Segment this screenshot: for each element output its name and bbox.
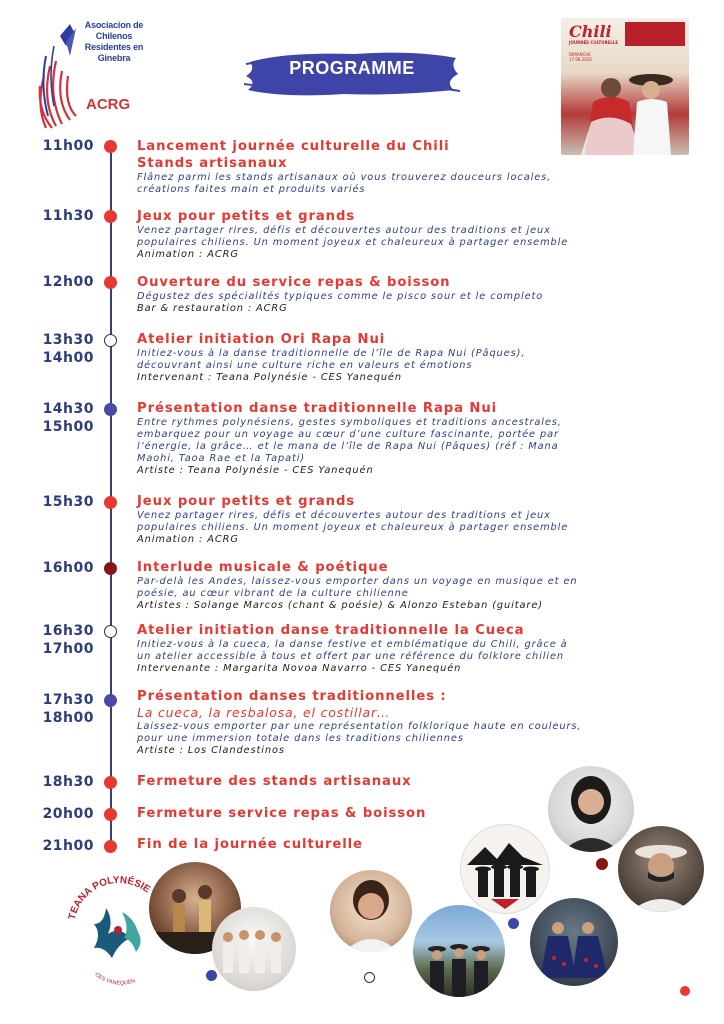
time-label: 17h30 bbox=[42, 692, 94, 708]
timeline-event bbox=[137, 622, 647, 675]
portrait-illustration bbox=[548, 766, 634, 852]
portrait-illustration bbox=[618, 826, 704, 912]
time-label: 16h30 bbox=[42, 623, 94, 639]
teana-logo-top-text: TEANA POLYNÉSIE bbox=[66, 874, 153, 921]
timeline-dot bbox=[104, 496, 117, 509]
org-abbreviation: ACRG bbox=[86, 96, 131, 113]
time-label: 13h30 bbox=[42, 332, 94, 348]
time-label: 17h00 bbox=[42, 641, 94, 657]
timeline-dot bbox=[104, 276, 117, 289]
timeline-event bbox=[137, 138, 647, 196]
event-title: Atelier initiation Ori Rapa Nui bbox=[137, 332, 386, 347]
time-label: 18h30 bbox=[42, 774, 94, 790]
event-title: Lancement journée culturelle du Chili bbox=[137, 139, 450, 154]
time-label: 21h00 bbox=[42, 838, 94, 854]
event-desc-line: Laissez-vous emporter par une représentation folklorique haute en couleurs, bbox=[137, 721, 582, 732]
event-desc-line: populaires chiliens. Un moment joyeux et chaleureux à partager ensemble bbox=[137, 522, 569, 533]
event-credit: Animation : ACRG bbox=[137, 249, 239, 260]
decorative-dot bbox=[206, 970, 217, 981]
huasos-silhouette-icon bbox=[461, 825, 549, 913]
event-credit: Artiste : Los Clandestinos bbox=[137, 745, 285, 756]
programme-title: PROGRAMME bbox=[289, 58, 415, 78]
event-desc-line: Initiez-vous à la cueca, la danse festive et emblématique du Chili, grâce à bbox=[137, 639, 568, 650]
event-desc-line: Venez partager rires, défis et découvertes autour des traditions et jeux bbox=[137, 510, 551, 521]
event-desc-line: populaires chiliens. Un moment joyeux et chaleureux à partager ensemble bbox=[137, 237, 569, 248]
photo-dance-group bbox=[212, 907, 296, 991]
event-credit: Animation : ACRG bbox=[137, 534, 239, 545]
photo-alonzo-esteban bbox=[618, 826, 704, 912]
event-desc-line: créations faites main et produits variés bbox=[137, 184, 366, 195]
event-poster-image bbox=[561, 18, 689, 155]
timeline-event bbox=[137, 688, 647, 757]
photo-margarita bbox=[330, 870, 412, 952]
timeline-dot bbox=[104, 840, 117, 853]
poster-red-block bbox=[625, 22, 685, 46]
time-label: 15h00 bbox=[42, 419, 94, 435]
photo-los-clandestinos bbox=[413, 905, 505, 997]
timeline-event bbox=[137, 400, 647, 477]
band-illustration bbox=[413, 905, 505, 997]
event-title: Présentation danses traditionnelles : bbox=[137, 689, 447, 704]
poster-title: Chili bbox=[569, 22, 612, 41]
event-title: Ouverture du service repas & boisson bbox=[137, 275, 451, 290]
time-label: 11h00 bbox=[42, 138, 94, 154]
timeline-event bbox=[137, 208, 647, 261]
event-desc-line: Venez partager rires, défis et découvertes autour des traditions et jeux bbox=[137, 225, 551, 236]
time-label: 14h00 bbox=[42, 350, 94, 366]
decorative-dot bbox=[364, 972, 375, 983]
timeline-event bbox=[137, 274, 647, 315]
los-clandestinos-logo bbox=[460, 824, 550, 914]
timeline-dot bbox=[104, 334, 117, 347]
photo-cueca-dancers bbox=[530, 898, 618, 986]
time-label: 15h30 bbox=[42, 494, 94, 510]
event-desc-line: pour une immersion totale dans les traditions chiliennes bbox=[137, 733, 464, 744]
event-credit: Intervenant : Teana Polynésie - CES Yanequén bbox=[137, 372, 402, 383]
decorative-dot bbox=[680, 986, 690, 996]
timeline-dot bbox=[104, 562, 117, 575]
timeline-dot bbox=[104, 776, 117, 789]
org-name: Asociacion de Chilenos Residentes en Ginebra bbox=[84, 20, 144, 63]
event-title: Fermeture service repas & boisson bbox=[137, 806, 427, 821]
event-subtitle: La cueca, la resbalosa, el costillar… bbox=[137, 705, 391, 720]
cueca-illustration bbox=[530, 898, 618, 986]
portrait-illustration bbox=[330, 870, 412, 952]
event-title: Atelier initiation danse traditionnelle la Cueca bbox=[137, 623, 525, 638]
event-desc-line: un atelier accessible à tous et offert par une référence du folklore chilien bbox=[137, 651, 565, 662]
event-desc-line: Par-delà les Andes, laissez-vous emporter dans un voyage en musique et en bbox=[137, 576, 578, 587]
event-title-2: Stands artisanaux bbox=[137, 156, 288, 171]
event-title: Jeux pour petits et grands bbox=[137, 209, 356, 224]
event-title: Fermeture des stands artisanaux bbox=[137, 774, 412, 789]
timeline-event bbox=[137, 559, 647, 612]
timeline-dot bbox=[104, 140, 117, 153]
time-label: 11h30 bbox=[42, 208, 94, 224]
time-label: 18h00 bbox=[42, 710, 94, 726]
event-desc-line: Entre rythmes polynésiens, gestes symboliques et traditions ancestrales, bbox=[137, 417, 562, 428]
timeline-dot bbox=[104, 694, 117, 707]
event-credit: Bar & restauration : ACRG bbox=[137, 303, 288, 314]
decorative-dot bbox=[508, 918, 519, 929]
event-credit: Intervenante : Margarita Novoa Navarro - CES Yanequén bbox=[137, 663, 462, 674]
event-desc-line: découvrant ainsi une culture riche en valeurs et émotions bbox=[137, 360, 473, 371]
time-label: 14h30 bbox=[42, 401, 94, 417]
event-credit: Artiste : Teana Polynésie - CES Yanequén bbox=[137, 465, 374, 476]
decorative-dot bbox=[596, 858, 608, 870]
photo-solange-marcos bbox=[548, 766, 634, 852]
event-title: Interlude musicale & poétique bbox=[137, 560, 389, 575]
event-desc-line: Flânez parmi les stands artisanaux où vous trouverez douceurs locales, bbox=[137, 172, 552, 183]
event-desc-line: Dégustez des spécialités typiques comme le pisco sour et le completo bbox=[137, 291, 544, 302]
poster-subtitle: JOURNÉE CULTURELLE bbox=[569, 40, 619, 45]
poster-date: DIMANCHE 17.08.2025 bbox=[569, 52, 592, 62]
event-title: Présentation danse traditionnelle Rapa Nui bbox=[137, 401, 498, 416]
event-title: Fin de la journée culturelle bbox=[137, 837, 363, 852]
timeline-dot bbox=[104, 403, 117, 416]
group-illustration bbox=[212, 907, 296, 991]
event-credit: Artistes : Solange Marcos (chant & poésie) & Alonzo Esteban (guitare) bbox=[137, 600, 543, 611]
teana-logo-bottom-text: CES YANEQUÉN bbox=[93, 971, 137, 987]
event-desc-line: embarquez pour un voyage au cœur d’une culture fascinante, portée par bbox=[137, 429, 559, 440]
svg-text:TEANA POLYNÉSIE bbox=[67, 874, 152, 921]
time-label: 12h00 bbox=[42, 274, 94, 290]
event-desc-line: Initiez-vous à la danse traditionnelle de l’île de Rapa Nui (Pâques), bbox=[137, 348, 526, 359]
time-label: 16h00 bbox=[42, 560, 94, 576]
svg-text:CES YANEQUÉN bbox=[94, 972, 137, 987]
event-title: Jeux pour petits et grands bbox=[137, 494, 356, 509]
event-desc-line: l’énergie, la grâce… et le mana de l’île de Rapa Nui (Pâques) (réf : Mana bbox=[137, 441, 559, 452]
timeline-dot bbox=[104, 625, 117, 638]
timeline-dot bbox=[104, 808, 117, 821]
event-desc-line: poésie, au cœur vibrant de la culture chilienne bbox=[137, 588, 409, 599]
time-label: 20h00 bbox=[42, 806, 94, 822]
timeline-event bbox=[137, 493, 647, 546]
timeline-dot bbox=[104, 210, 117, 223]
event-desc-line: Maohi, Taoa Rae et la Tapati) bbox=[137, 453, 306, 464]
timeline-event bbox=[137, 331, 647, 384]
